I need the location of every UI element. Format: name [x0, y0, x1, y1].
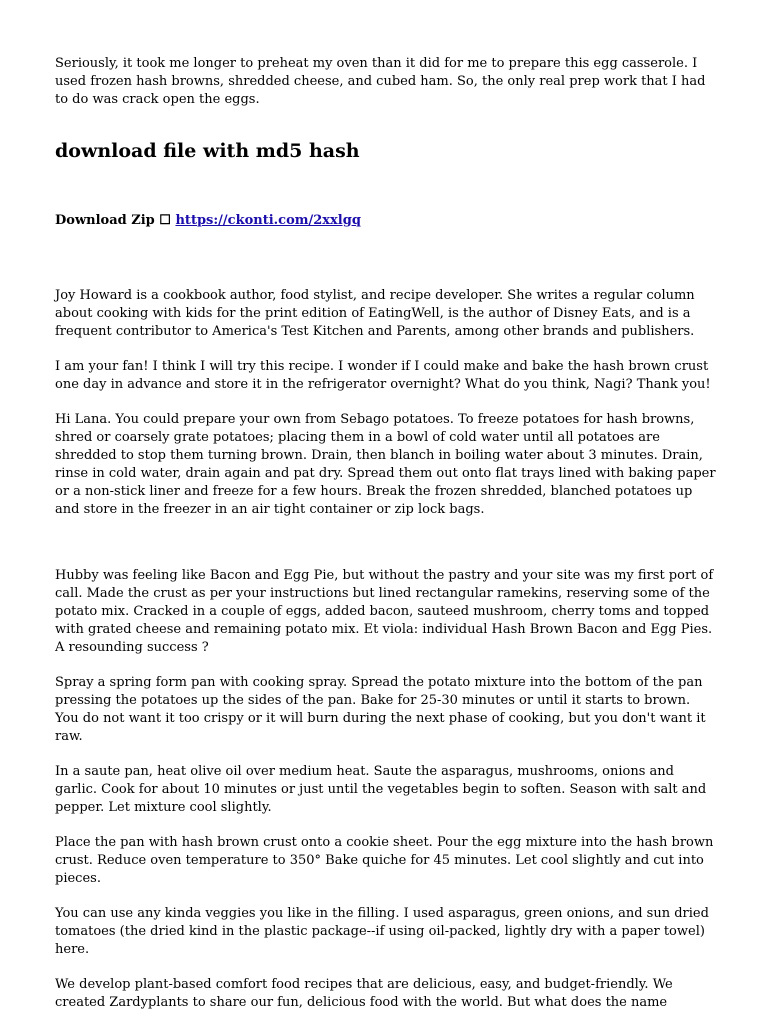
- paragraph-reply-freezing: Hi Lana. You could prepare your own from Sebago potatoes. To freeze potatoes for hash browns, shred or coarsely grate potatoes; placing them in a bowl of cold water until all potatoes are shredded to stop them turning brown. Drain, then blanch in boiling water about 3 minutes. Drain, rinse in cold water, drain again and pat dry. Spread them out onto flat trays lined with baking paper or a non-stick liner and freeze for a few hours. Break the frozen shredded, blanched potatoes up and store in the freezer in an air tight container or zip lock bags.: [55, 412, 716, 517]
- document-page: [55, 55, 717, 1029]
- download-line: [55, 212, 717, 230]
- download-box-icon: ☐: [159, 213, 171, 228]
- page-title: download file with md5 hash: [55, 140, 360, 162]
- paragraph-spray-pan: Spray a spring form pan with cooking spray. Spread the potato mixture into the bottom of the pan pressing the potatoes up the sides of the pan. Bake for 25-30 minutes or until it starts to brown. You do not want it too crispy or it will burn during the next phase of cooking, but you don't want it raw.: [55, 675, 706, 744]
- paragraph-intro: Seriously, it took me longer to preheat my oven than it did for me to prepare this egg casserole. I used frozen hash browns, shredded cheese, and cubed ham. So, the only real prep work that I had to do was crack open the eggs.: [55, 56, 706, 107]
- paragraph-veggies: You can use any kinda veggies you like in the filling. I used asparagus, green onions, and sun dried tomatoes (the dried kind in the plastic package--if using oil-packed, lightly dry with a paper towel) here.: [55, 906, 709, 957]
- download-label: Download Zip: [55, 213, 155, 228]
- download-link[interactable]: https://ckonti.com/2xxlgq: [175, 213, 361, 228]
- paragraph-comment-fan: I am your fan! I think I will try this recipe. I wonder if I could make and bake the hash brown crust one day in advance and store it in the refrigerator overnight? What do you think, Nagi? Thank you!: [55, 359, 711, 392]
- spacer: [55, 536, 717, 567]
- paragraph-author-bio: Joy Howard is a cookbook author, food stylist, and recipe developer. She writes a regular column about cooking with kids for the print edition of EatingWell, is the author of Disney Eats, and is a frequent contributor to America's Test Kitchen and Parents, among other brands and publishers.: [55, 288, 695, 339]
- paragraph-saute: In a saute pan, heat olive oil over medium heat. Saute the asparagus, mushrooms, onions and garlic. Cook for about 10 minutes or just until the vegetables begin to soften. Season with salt and pepper. Let mixture cool slightly.: [55, 764, 707, 815]
- spacer: [55, 230, 717, 287]
- paragraph-comment-hubby: Hubby was feeling like Bacon and Egg Pie, but without the pastry and your site was my first port of call. Made the crust as per your instructions but lined rectangular ramekins, reserving some of the potato mix. Cracked in a couple of eggs, added bacon, sauteed mushroom, cherry toms and topped with grated cheese and remaining potato mix. Et viola: individual Hash Brown Bacon and Egg Pies. A resounding success ?: [55, 568, 714, 655]
- paragraph-bake-quiche: Place the pan with hash brown crust onto a cookie sheet. Pour the egg mixture into the hash brown crust. Reduce oven temperature to 350° Bake quiche for 45 minutes. Let cool slightly and cut into pieces.: [55, 835, 714, 886]
- paragraph-zardyplants: We develop plant-based comfort food recipes that are delicious, easy, and budget-friendly. We created Zardyplants to share our fun, delicious food with the world. But what does the name: [55, 977, 673, 1010]
